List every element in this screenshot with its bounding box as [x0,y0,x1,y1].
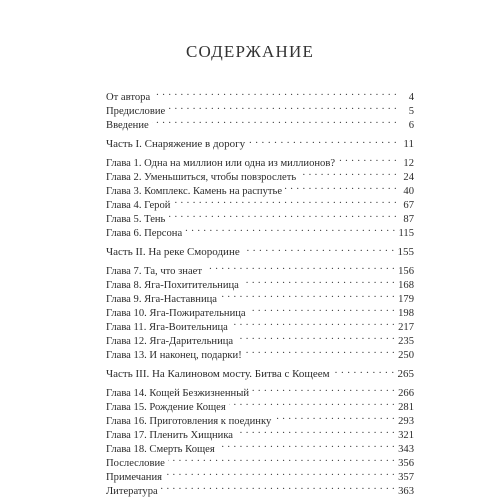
chapter-label: Глава 7. Та, что знает [106,266,202,277]
dot-leader [168,208,397,222]
chapter-label: Глава 9. Яга-Наставница [106,294,217,305]
chapter-page: 217 [398,322,414,333]
part-page: 11 [403,138,414,150]
part-page: 265 [397,368,414,380]
chapter-page: 115 [398,228,414,239]
entry-page: 4 [408,92,414,103]
entry-label: Примечания [106,472,162,483]
chapter-page: 293 [398,416,414,427]
dot-leader [252,382,395,396]
entry-label: Литература [106,486,158,497]
toc-entry-front-2[interactable] [106,100,414,117]
toc-entry-back-1[interactable] [106,452,414,469]
chapter-page: 343 [398,444,414,455]
dot-leader [249,302,395,316]
toc-entry-front-1[interactable] [106,86,414,103]
toc-chapter-17[interactable] [106,424,414,441]
dot-leader [168,100,397,114]
toc-chapter-12[interactable] [106,330,414,347]
entry-page: 356 [398,458,414,469]
dot-leader [229,396,395,410]
dot-leader [243,241,395,255]
toc-chapter-16[interactable] [106,410,414,427]
toc-chapter-5[interactable] [106,208,414,225]
dot-leader [231,316,395,330]
part-label: Часть II. На реке Смородине [106,246,240,258]
entry-label: Послесловие [106,458,165,469]
entry-page: 357 [398,472,414,483]
dot-leader [338,152,397,166]
dot-leader [220,288,395,302]
toc-chapter-10[interactable] [106,302,414,319]
toc-part-2[interactable] [106,241,414,258]
dot-leader [248,133,397,147]
entry-label: Предисловие [106,106,166,117]
dot-leader [205,260,395,274]
chapter-label: Глава 10. Яга-Пожирательница [106,308,246,319]
chapter-page: 281 [398,402,414,413]
entry-page: 363 [398,486,414,497]
dot-leader [299,166,397,180]
chapter-page: 87 [403,214,414,225]
chapter-label: Глава 1. Одна на миллион или одна из миллионов? [106,158,336,169]
chapter-label: Глава 16. Приготовления к поединку [106,416,272,427]
toc-chapter-11[interactable] [106,316,414,333]
entry-page: 5 [408,106,414,117]
chapter-page: 67 [403,200,414,211]
chapter-label: Глава 11. Яга-Воительница [106,322,228,333]
chapter-label: Глава 15. Рождение Кощея [106,402,226,413]
toc-chapter-9[interactable] [106,288,414,305]
dot-leader [242,274,395,288]
dot-leader [285,180,397,194]
dot-leader [236,424,395,438]
dot-leader [168,452,395,466]
toc-chapter-8[interactable] [106,274,414,291]
chapter-label: Глава 2. Уменьшиться, чтобы повзрослеть [106,172,297,183]
dot-leader [218,438,395,452]
dot-leader [274,410,395,424]
toc-chapter-18[interactable] [106,438,414,455]
dot-leader [153,86,397,100]
part-page: 155 [397,246,414,258]
chapter-label: Глава 18. Смерть Кощея [106,444,215,455]
dot-leader [333,363,395,377]
dot-leader [152,114,397,128]
toc-part-3[interactable] [106,363,414,380]
chapter-page: 250 [398,350,414,361]
entry-page: 6 [408,120,414,131]
chapter-page: 24 [403,172,414,183]
chapter-page: 198 [398,308,414,319]
toc-entry-back-3[interactable] [106,480,414,497]
chapter-label: Глава 17. Пленить Хищника [106,430,234,441]
chapter-page: 321 [398,430,414,441]
part-label: Часть III. На Калиновом мосту. Битва с Кощеем [106,368,330,380]
dot-leader [173,194,397,208]
chapter-label: Глава 5. Тень [106,214,166,225]
chapter-label: Глава 3. Комплекс. Камень на распутье [106,186,283,197]
entry-label: От автора [106,92,151,103]
dot-leader [161,480,395,494]
chapter-label: Глава 13. И наконец, подарки! [106,350,242,361]
toc-chapter-2[interactable] [106,166,414,183]
dot-leader [236,330,395,344]
dot-leader [245,344,395,358]
chapter-page: 235 [398,336,414,347]
chapter-page: 156 [398,266,414,277]
toc-chapter-13[interactable] [106,344,414,361]
part-label: Часть I. Снаряжение в дорогу [106,138,246,150]
chapter-page: 12 [403,158,414,169]
toc-part-1[interactable] [106,133,414,150]
dot-leader [185,222,395,236]
chapter-page: 168 [398,280,414,291]
toc-entry-front-3[interactable] [106,114,414,131]
chapter-page: 40 [403,186,414,197]
toc-entry-back-2[interactable] [106,466,414,483]
toc-chapter-15[interactable] [106,396,414,413]
chapter-label: Глава 12. Яга-Дарительница [106,336,234,347]
toc-chapter-3[interactable] [106,180,414,197]
chapter-page: 266 [398,388,414,399]
chapter-label: Глава 4. Герой [106,200,171,211]
toc-chapter-6[interactable] [106,222,414,239]
entry-label: Введение [106,120,149,131]
toc-chapter-14[interactable] [106,382,414,399]
chapter-page: 179 [398,294,414,305]
chapter-label: Глава 8. Яга-Похитительница [106,280,239,291]
chapter-label: Глава 14. Кощей Безжизненный [106,388,250,399]
chapter-label: Глава 6. Персона [106,228,183,239]
toc-chapter-4[interactable] [106,194,414,211]
page-title: СОДЕРЖАНИЕ [185,42,315,61]
toc-chapter-7[interactable] [106,260,414,277]
dot-leader [165,466,395,480]
toc-chapter-1[interactable] [106,152,414,169]
